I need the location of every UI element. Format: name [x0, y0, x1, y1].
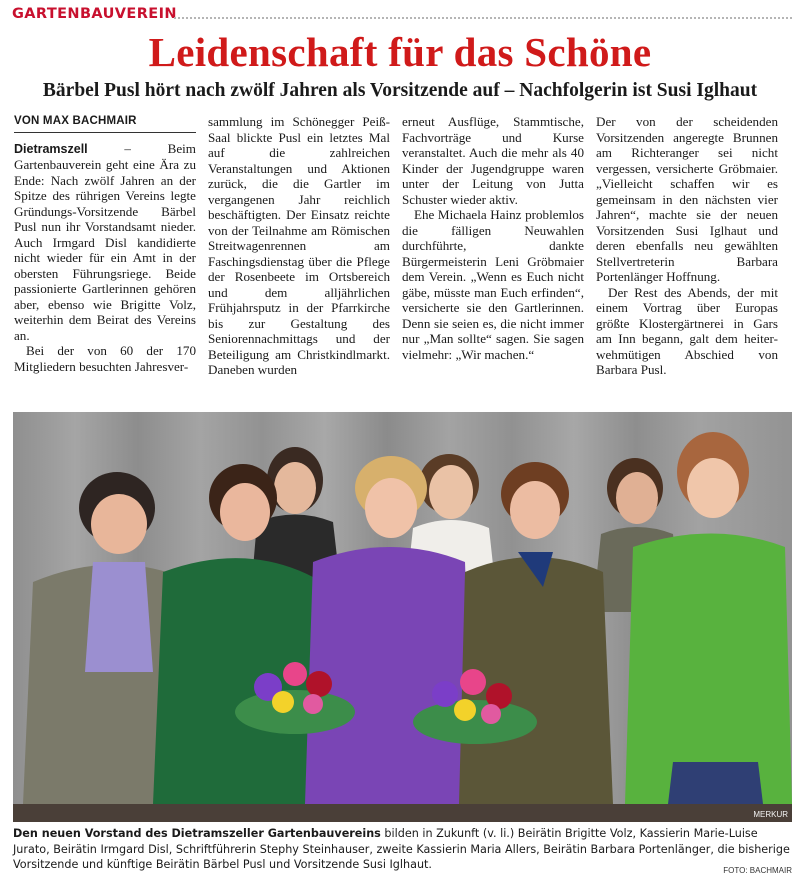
person-front-4	[459, 462, 613, 804]
column-4-paragraph-2: Der Rest des Abends, der mit einem Vortrag über Europas größte Klostergärtnerei in Gars am Inn begann, galt dem heiter-wehmütigen Abschied von Barbara Pusl.	[596, 284, 778, 377]
photo-caption	[13, 826, 792, 873]
byline: VON MAX BACHMAIR	[14, 114, 196, 133]
dateline: Dietramszell	[14, 141, 88, 156]
article-column-3	[402, 114, 584, 410]
floor-shape	[13, 804, 792, 822]
rubric-divider	[174, 17, 792, 19]
column-1-paragraph-1: Dietramszell – Beim Gartenbauverein geht eine Ära zu Ende: Nach zwölf Jahren an der Spitze des rührigen Vereins legte Gründungs-Vorsitzende Bärbel Pusl nun ihr Vorstandsamt nieder. Auch Irmgard Disl kandidierte nicht wieder für ein Amt in der obersten Führungsriege. Beide passionierte Gartlerinnen gehören aber, ebenso wie Brigitte Volz, weiterhin dem Beirat des Vereins an.	[14, 140, 196, 343]
article-column-2	[208, 114, 390, 410]
article-headline: Leidenschaft für das Schöne	[148, 29, 652, 75]
column-3-paragraph-1: erneut Ausflüge, Stammtische, Fachvorträge und Kurse veranstaltet. Auch die mehr als 40 Kinder der Jugendgruppe waren unter der Leitung von Jutta Schuster wieder aktiv.	[402, 114, 584, 207]
caption-lead: Den neuen Vorstand des Dietramszeller Gartenbauvereins	[13, 827, 381, 840]
article-subheadline: Bärbel Pusl hört nach zwölf Jahren als Vorsitzende auf – Nachfolgerin ist Susi Iglhaut	[42, 80, 758, 101]
section-header	[12, 6, 792, 26]
group-photo	[13, 412, 792, 822]
photo-credit: FOTO: BACHMAIR	[723, 866, 792, 875]
column-3-paragraph-2: Ehe Michaela Hainz problemlos die fälligen Neuwahlen durchführte, dankte Bürgermeisterin Leni Gröbmaier dem Verein. „Wenn es Euch nicht gäbe, müsste man Euch erfinden“, versicherte sie den Gartlerinnen. Denn sie seien es, die nicht immer nur „Man sollte“ sagen. Sie sagen vielmehr: „Wir machen.“	[402, 207, 584, 362]
column-1-paragraph-2: Bei der von 60 der 170 Mitgliedern besuchten Jahresver-	[14, 343, 196, 374]
column-4-paragraph-1: Der von der scheidenden Vorsitzenden angeregte Brunnen am Richteranger sei nicht vergessen, versicherte Gröbmaier. „Vielleicht schaffen wir es gemeinsam in den nächsten vier Jahren“, machte sie der neuen Vorsitzenden Susi Iglhaut und deren ebenfalls neu gewählten Stellvertreterin Barbara Portenlänger Hoffnung.	[596, 114, 778, 284]
article-column-1	[14, 114, 196, 410]
article-column-4	[596, 114, 778, 410]
caption-text: bilden in Zukunft (v. li.) Beirätin Brigitte Volz, Kassierin Marie-Luise Jurato, Beirätin Irmgard Disl, Schriftführerin Stephy Steinhauser, zweite Kassierin Maria Allers, Beirätin Barbara Portenlänger, die bisherige Vorsitzende und künftige Beirätin Bärbel Pusl und Vorsitzende Susi Iglhaut.	[13, 827, 790, 872]
section-rubric: GARTENBAUVEREIN	[12, 6, 177, 22]
group-photo-illustration	[13, 412, 792, 822]
photo-watermark: MERKUR	[753, 810, 788, 819]
column-2-paragraph-1: sammlung im Schönegger Peiß-Saal blickte Pusl ein letztes Mal auf die zahlreichen Veranstaltungen und Aktionen zurück, die die Gartler im vergangenen Jahr reichlich beschäftigten. Der Einsatz reichte von der Teilnahme am Römischen Streitwagenrennen am Faschingsdienstag über die Pflege der Rosenbeete im Ortsbereich und dem alljährlichen Frühjahrsputz in der Pfarrkirche bis zur Gestaltung des Seniorennachmittags und der Beteiligung am Christkindlmarkt. Daneben wurden	[208, 114, 390, 377]
